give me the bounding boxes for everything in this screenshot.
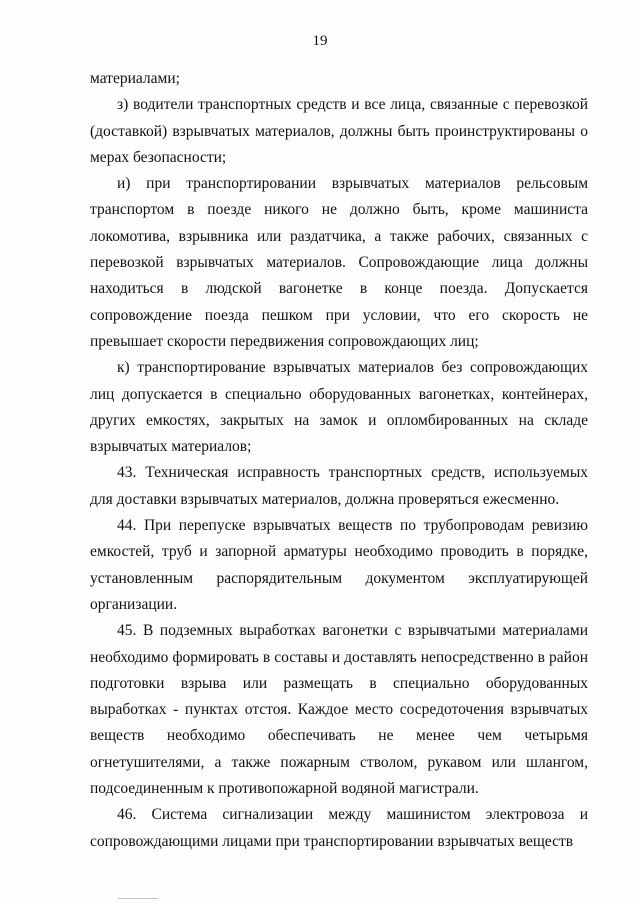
body-text (90, 66, 588, 855)
paragraph-45: 45. В подземных выработках вагонетки с взрывчатыми материалами необходимо формировать в составы и доставлять непосредственно в район подготовки взрыва или размещать в специально оборудованных выработках - пунктах отстоя. Каждое место сосредоточения взрывчатых веществ необходимо обеспечивать не менее чем четырьмя огнетушителями, а также пожарным стволом, рукавом или шлангом, подсоединенным к противопожарной водяной магистрали. (90, 622, 588, 798)
paragraph-item-k: к) транспортирование взрывчатых материалов без сопровождающих лиц допускается в специально оборудованных вагонетках, контейнерах, других емкостях, закрытых на замок и опломбированных на складе взрывчатых материалов; (90, 359, 588, 456)
paragraph-46: 46. Система сигнализации между машинистом электровоза и сопровождающими лицами при транспортировании взрывчатых веществ (90, 806, 588, 850)
scan-artifact (118, 898, 158, 905)
paragraph-item-z: з) водители транспортных средств и все лица, связанные с перевозкой (доставкой) взрывчатых материалов, должны быть проинструктированы о мерах безопасности; (90, 96, 588, 166)
paragraph-item-i: и) при транспортировании взрывчатых материалов рельсовым транспортом в поезде никого не должно быть, кроме машиниста локомотива, взрывника или раздатчика, а также рабочих, связанных с перевозкой взрывчатых материалов. Сопровождающие лица должны находиться в людской вагонетке в конце поезда. Допускается сопровождение поезда пешком при условии, что его скорость не превышает скорости передвижения сопровождающих лиц; (90, 175, 588, 350)
page-number: 19 (312, 33, 328, 49)
paragraph-44: 44. При перепуске взрывчатых веществ по трубопроводам ревизию емкостей, труб и запорной арматуры необходимо проводить в порядке, установленным распорядительным документом эксплуатирующей организации. (90, 517, 588, 613)
paragraph-continuation: материалами; (90, 70, 180, 87)
paragraph-43: 43. Техническая исправность транспортных средств, используемых для доставки взрывчатых материалов, должна проверяться ежесменно. (90, 464, 588, 508)
